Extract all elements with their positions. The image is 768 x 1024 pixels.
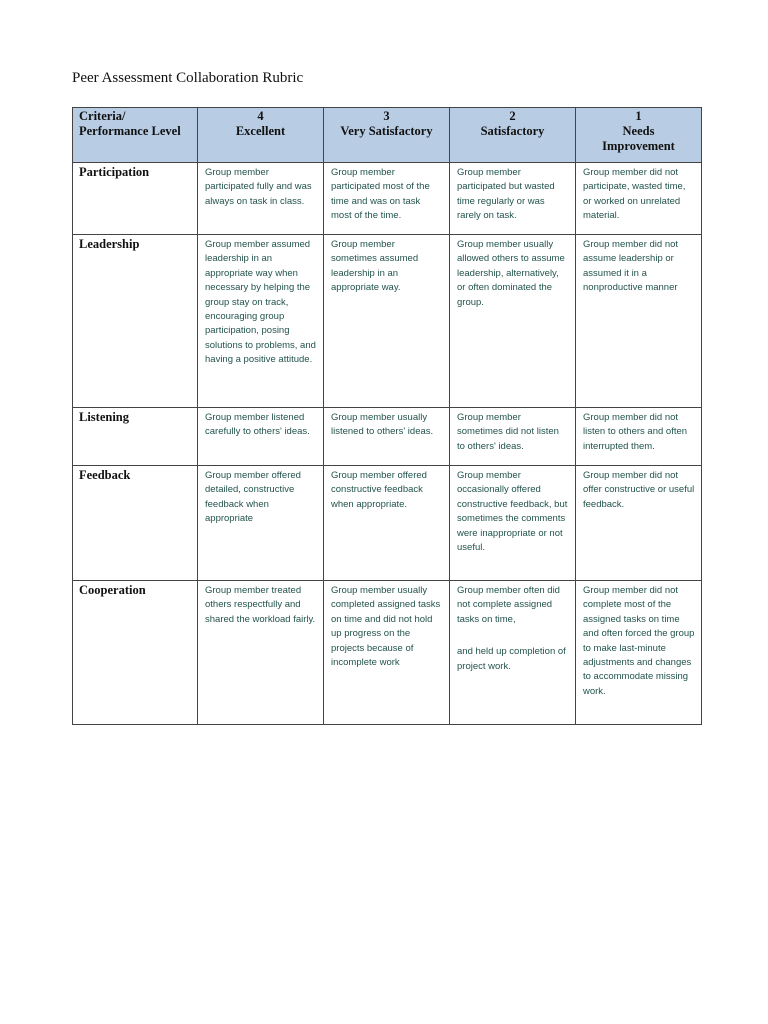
rubric-cell: Group member did not complete most of the assigned tasks on time and often forced the group to make last-minute adjustments and changes to accommodate missing work. (576, 581, 702, 725)
criteria-header-line: Performance Level (79, 124, 181, 138)
criterion-label: Feedback (73, 466, 198, 581)
level-score: 1 (635, 109, 642, 123)
rubric-cell: Group member did not offer constructive or useful feedback. (576, 466, 702, 581)
rubric-cell (450, 581, 576, 725)
rubric-cell: Group member did not participate, wasted time, or worked on unrelated material. (576, 163, 702, 235)
table-row-participation (73, 163, 702, 235)
level-header-4 (198, 108, 324, 163)
criteria-header (73, 108, 198, 163)
level-label: Excellent (235, 124, 286, 138)
rubric-cell: Group member participated most of the time and was on task most of the time. (324, 163, 450, 235)
table-row-leadership (73, 235, 702, 408)
rubric-cell: Group member assumed leadership in an appropriate way when necessary by helping the group stay on track, encouraging group participation, posing solutions to problems, and having a positive attitude. (198, 235, 324, 408)
header-row (73, 108, 702, 163)
page-title: Peer Assessment Collaboration Rubric (72, 70, 304, 86)
criterion-label: Leadership (73, 235, 198, 408)
rubric-cell: Group member did not listen to others and often interrupted them. (576, 408, 702, 466)
rubric-table (72, 107, 702, 725)
rubric-cell: Group member participated fully and was always on task in class. (198, 163, 324, 235)
cell-paragraph: Group member often did not complete assigned tasks on time, (457, 585, 560, 625)
table-row-listening (73, 408, 702, 466)
rubric-cell: Group member treated others respectfully and shared the workload fairly. (198, 581, 324, 725)
rubric-cell: Group member listened carefully to others' ideas. (198, 408, 324, 466)
rubric-cell: Group member offered detailed, constructive feedback when appropriate (198, 466, 324, 581)
rubric-cell: Group member offered constructive feedback when appropriate. (324, 466, 450, 581)
cell-paragraph: and held up completion of project work. (457, 646, 566, 672)
level-header-3 (324, 108, 450, 163)
rubric-cell: Group member usually completed assigned tasks on time and did not hold up progress on the projects because of incomplete work (324, 581, 450, 725)
level-header-1 (576, 108, 702, 163)
rubric-cell: Group member participated but wasted time regularly or was rarely on task. (450, 163, 576, 235)
rubric-cell: Group member sometimes did not listen to others' ideas. (450, 408, 576, 466)
level-label: Improvement (602, 139, 675, 153)
level-label: Satisfactory (480, 124, 545, 138)
rubric-cell: Group member did not assume leadership or assumed it in a nonproductive manner (576, 235, 702, 408)
criterion-label: Listening (73, 408, 198, 466)
criteria-header-line: Criteria/ (79, 109, 126, 123)
table-row-cooperation (73, 581, 702, 725)
criterion-label: Cooperation (73, 581, 198, 725)
rubric-cell: Group member usually allowed others to assume leadership, alternatively, or often dominated the group. (450, 235, 576, 408)
level-label: Very Satisfactory (340, 124, 433, 138)
level-score: 4 (257, 109, 264, 123)
level-score: 2 (509, 109, 516, 123)
level-label: Needs (622, 124, 655, 138)
rubric-cell: Group member usually listened to others' ideas. (324, 408, 450, 466)
criterion-label: Participation (73, 163, 198, 235)
level-score: 3 (383, 109, 390, 123)
rubric-cell: Group member sometimes assumed leadership in an appropriate way. (324, 235, 450, 408)
table-row-feedback (73, 466, 702, 581)
rubric-cell: Group member occasionally offered constructive feedback, but sometimes the comments were inappropriate or not useful. (450, 466, 576, 581)
level-header-2 (450, 108, 576, 163)
